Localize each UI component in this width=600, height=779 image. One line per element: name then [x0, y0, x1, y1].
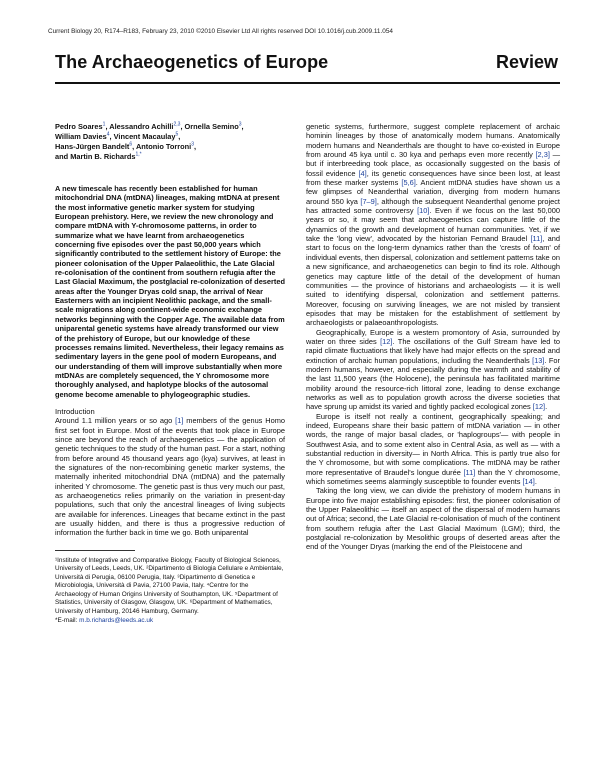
- citation-link[interactable]: [10]: [417, 206, 430, 216]
- affiliation-marker[interactable]: 1: [102, 121, 106, 128]
- author-name: , Antonio Torroni: [132, 142, 192, 151]
- affiliation-marker[interactable]: 3: [191, 141, 195, 148]
- author-name: , Alessandro Achilli: [105, 122, 174, 131]
- citation-link[interactable]: [13]: [532, 355, 545, 365]
- footnote-rule: [55, 550, 135, 551]
- paragraph-text: , although the subsequent Neanderthal genome project has attracted some controversy: [306, 196, 560, 216]
- author-name: Pedro Soares: [55, 122, 103, 131]
- paragraph-text: genetic systems, furthermore, suggest complete replacement of archaic hominin lineages by those of anatomically modern humans. Anatomically modern humans and Neanderthals are thought to have co-existed in Europe from around 45 kya until c. 30 kya and perhaps even more recently: [306, 122, 560, 160]
- citation-link[interactable]: [5,6]: [401, 178, 416, 188]
- paragraph-text: Europe is itself not really a continent, geographically speaking; and indeed, Europeans share their basic pattern of mtDNA variation — in other words, the range of major basal clades, or 'haplogroups'— with people in Southwest Asia, and to some extent also in Central Asia, as well as — with a substantial reduction in diversity— in North Africa. This is partly true also for the Y chromosome, but with some complications. The mtDNA may be rather more representative of Braudel's longue durée: [306, 411, 560, 477]
- affiliation-marker[interactable]: 3: [238, 121, 242, 128]
- intro-paragraph: [55, 416, 285, 537]
- paragraph-text: , its genetic consequences have since been lost, at least from these marker systems: [306, 168, 560, 188]
- citation-link[interactable]: [2,3]: [535, 150, 550, 160]
- author-name: , Vincent Macaulay: [109, 132, 176, 141]
- affiliation-marker[interactable]: 6: [129, 141, 133, 148]
- paragraph-text: — but if interbreeding took place, as occasionally suggested on the basis of fossil evidence: [306, 150, 560, 178]
- affiliation-marker[interactable]: 2,3: [173, 121, 181, 128]
- paragraph-text: .: [534, 477, 537, 487]
- affiliations-text: ¹Institute of Integrative and Comparative Biology, Faculty of Biological Sciences, University of Leeds, Leeds, UK. ²Dipartimento di Biologia Cellulare e Ambientale, Università di Perugia, 06100 Perugia, Italy. ³Dipartimento di Genetica e Microbiologia, Università di Pavia, 27100 Pavia, Italy. ⁴Centre for the Archaeology of Human Origins University of Southampton, UK. ⁵Department of Statistics, University of Glasgow, Glasgow, UK. ⁶Department of Mathematics, University of Hamburg, 20146 Hamburg, Germany.: [55, 556, 284, 616]
- body-paragraph-1: [306, 122, 560, 328]
- author-name: Hans-Jürgen Bandelt: [55, 142, 130, 151]
- citation-link[interactable]: [12]: [532, 402, 546, 412]
- section-heading-introduction: Introduction: [55, 406, 95, 416]
- affiliations-footnote: [55, 557, 285, 626]
- paragraph-text: .: [545, 402, 548, 412]
- paragraph-text: than the Y chromosome, which sometimes seems alarmingly susceptible to founder events: [306, 467, 560, 487]
- paragraph-text: . Ancient mtDNA studies have shown us a few glimpses of Neanderthal variation, diverging from modern humans around 550 kya: [306, 178, 560, 206]
- paragraph-text: Around 1.1 million years or so ago: [55, 416, 176, 426]
- running-header: Current Biology 20, R174–R183, February 23, 2010 ©2010 Elsevier Ltd All rights reserved DOI 10.1016/j.cub.2009.11.054: [48, 28, 393, 35]
- author-list: [55, 122, 285, 162]
- section-label: Review: [495, 52, 558, 72]
- abstract: A new timescale has recently been established for human mitochondrial DNA (mtDNA) lineages, making mtDNA at present the most informative genetic marker system for studying European prehistory. Here, we review the new chronology and compare mtDNA with Y-chromosome patterns, in order to summarize what we have learnt from archaeogenetics concerning five episodes over the past 50,000 years which significantly contributed to the settlement history of Europe: the pioneer colonisation of the Upper Palaeolithic, the Late Glacial re-colonisation of the continent from southern refugia after the Last Glacial Maximum, the postglacial re-colonization of deserted areas after the Younger Dryas cold snap, the arrival of Near Easterners with an incipient Neolithic package, and the small-scale migrations along continent-wide economic exchange networks beginning with the Copper Age. The available data from uniparental genetic systems have already transformed our view of the prehistory of Europe, but our knowledge of these processes remains limited. Nevertheless, their legacy remains as sedimentary layers in the gene pool of modern Europeans, and our understanding of them will improve substantially when more mtDNAs are completely sequenced, the Y chromosome more thoroughly analysed, and haplotype blocks of the autosomal genome become amenable to phylogeographic studies.: [55, 184, 285, 399]
- body-paragraph-4: [306, 486, 560, 551]
- author-line: [55, 152, 285, 162]
- author-name: ,: [178, 132, 181, 141]
- header-rule: [55, 82, 560, 84]
- body-paragraph-3: [306, 412, 560, 487]
- citation-link[interactable]: [12]: [380, 336, 393, 346]
- author-line: [55, 142, 285, 152]
- citation-link[interactable]: [1]: [175, 416, 184, 426]
- email-link[interactable]: m.b.richards@leeds.ac.uk: [79, 616, 154, 624]
- email-label: *E-mail:: [55, 616, 80, 624]
- paragraph-text: , and start to focus on the long-term dynamics rather than the 'crests of foam' of individual events, then dispersal, colonization and settlement patterns take on a new significance, and archaeogenetics can begin to find its role. Although genetics may capture little of the detail of the development of human communities — the province of historians and archaeologists — it is well suited to identifying dispersal, colonization and settlement patterns. Moreover, focusing on surviving lineages, we are not misled by transient episodes that may be mistaken for the establishment of settlement by archaeologists or palaeoanthropologists.: [306, 234, 560, 328]
- affiliation-marker[interactable]: 5: [175, 131, 179, 138]
- paragraph-text: . The oscillations of the Gulf Stream have led to rapid climate fluctuations that likely have had major effects on the spread and extinction of archaic human populations, including the Neanderthals: [306, 336, 560, 365]
- left-column: [55, 122, 285, 625]
- author-line: [55, 122, 285, 132]
- author-name: and Martin B. Richards: [55, 152, 136, 161]
- citation-link[interactable]: [4]: [358, 168, 367, 178]
- paragraph-text: Taking the long view, we can divide the prehistory of modern humans in Europe into five major establishing episodes: first, the pioneer colonisation of the Upper Palaeolithic — itself an aspect of the dispersal of modern humans out of Africa; second, the Late Glacial re-colonisation of much of the continent from southern refugia after the Last Glacial Maximum (LGM); third, the postglacial re-colonization by Mesolithic groups of deserted areas after the end of the Younger Dryas (marking the end of the Pleistocene and: [306, 486, 560, 552]
- citation-link[interactable]: [14]: [522, 477, 535, 487]
- body-paragraph-2: [306, 328, 560, 412]
- paragraph-text: members of the genus Homo first set foot in Europe. Most of the events that took place in Europe since are beyond the reach of archaeogenetics — the application of genetic techniques to the study of the human past. For a start, nothing from before around 45 thousand years ago (kya) survives, at least in the signatures of the non-recombining genetic marker systems, the maternally inherited mitochondrial DNA (mtDNA) and the paternally inherited Y chromosome. The genetic past is thus very much our past, as archaeogenetics relies primarily on the variation in present-day populations, such that only the ancestral lineages of living subjects are available for inferences. Lineages that became extinct in the past are usually hidden, and there is thus a progressive reduction of information the further back in time we go. Both uniparental: [55, 416, 285, 538]
- paragraph-text: . For modern humans, however, and especially during the warmth and stability of the last 11,500 years (the Holocene), the peninsula has facilitated maritime mobility around the resource-rich littoral zone, leading to dense exchange networks as well as to population growth across the diverse societies that have sprung up amidst its varied and tightly packed ecological zones: [306, 355, 560, 412]
- author-name: ,: [194, 142, 197, 151]
- paragraph-text: Geographically, Europe is a western promontory of Asia, surrounded by water on three sides: [306, 327, 560, 346]
- article-title: The Archaeogenetics of Europe: [55, 52, 329, 72]
- citation-link[interactable]: [11]: [530, 234, 543, 244]
- author-name: ,: [241, 122, 244, 131]
- affiliation-marker[interactable]: 1,*: [135, 151, 142, 158]
- affiliation-marker[interactable]: 4: [106, 131, 110, 138]
- author-line: [55, 132, 285, 142]
- author-name: , Ornella Semino: [180, 122, 239, 131]
- paragraph-text: . Even if we focus on the last 50,000 years or so, it may seem that archaeogenetics can capture little of the dynamics of the growth and development of human communities. Yet, if we take the 'long view', advocated by the historian Fernand Braudel: [306, 206, 560, 244]
- citation-link[interactable]: [11]: [463, 467, 476, 477]
- right-column: [306, 122, 560, 552]
- citation-link[interactable]: [7–9]: [360, 196, 377, 206]
- author-name: William Davies: [55, 132, 107, 141]
